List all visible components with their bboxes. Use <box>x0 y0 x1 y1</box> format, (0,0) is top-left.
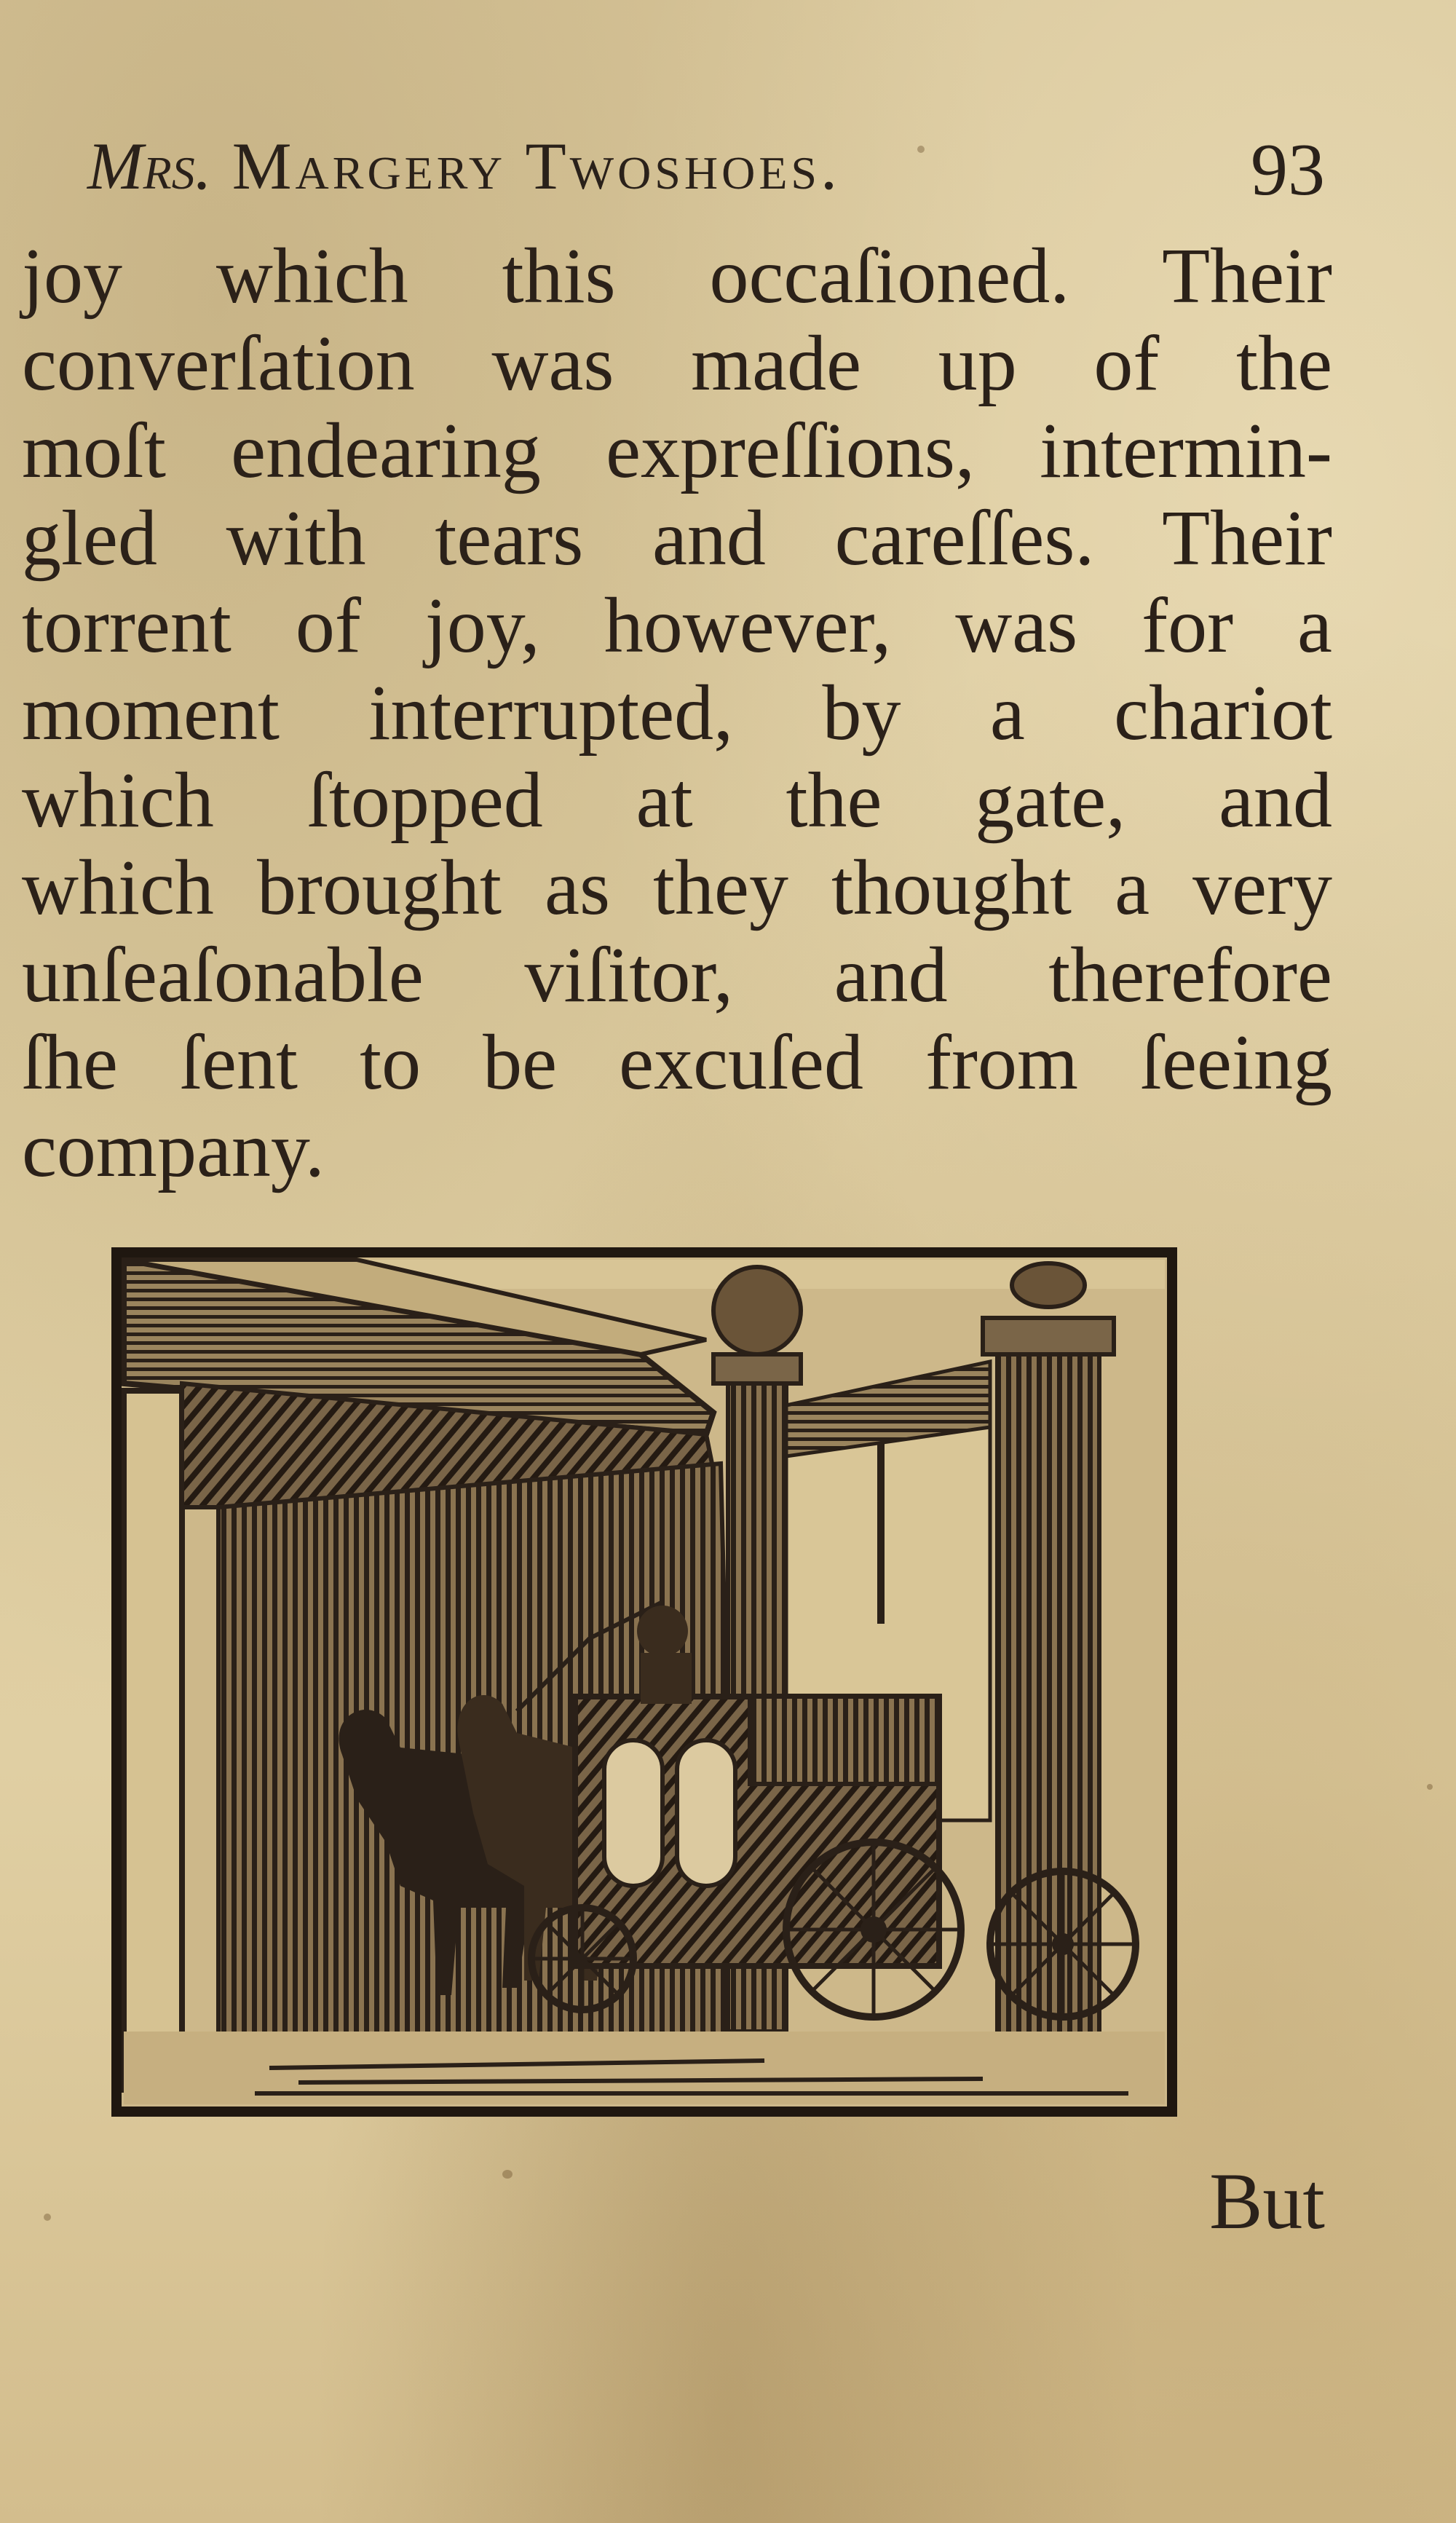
running-head <box>87 120 1325 222</box>
page-number: 93 <box>1251 129 1325 211</box>
pier-ball-finial <box>713 1267 801 1354</box>
chariot-window <box>604 1740 662 1886</box>
pier-urn-finial <box>1012 1263 1085 1307</box>
gate-pier-right <box>997 1347 1099 2039</box>
foxing-spot <box>502 2170 513 2179</box>
text-line: which brought as they thought a very <box>22 845 1332 931</box>
text-line: joy which this occaſioned. Their <box>22 233 1332 320</box>
foxing-spot <box>1427 1784 1433 1790</box>
text-line: company. <box>22 1107 325 1193</box>
text-line: torrent of joy, however, was for a <box>22 583 1332 669</box>
catchword: But <box>1209 2157 1325 2246</box>
running-head-name: Margery Twoshoes. <box>232 129 842 203</box>
text-line: moſt endearing expreſſions, intermin- <box>22 408 1332 494</box>
text-line: unſeaſonable viſitor, and therefore <box>22 932 1332 1019</box>
running-head-title <box>87 127 841 205</box>
text-line: gled with tears and careſſes. Their <box>22 495 1332 582</box>
text-line: moment interrupted, by a chariot <box>22 670 1332 757</box>
text-line: which ſtopped at the gate, and <box>22 757 1332 844</box>
running-head-prefix: Mrs. <box>87 129 212 203</box>
chariot-window <box>677 1740 735 1886</box>
foxing-spot <box>44 2214 51 2221</box>
text-line: ſhe ſent to be excuſed from ſeeing <box>22 1019 1332 1106</box>
left-gate-pillar <box>124 1391 182 2090</box>
woodcut-illustration <box>109 1245 1179 2119</box>
text-line: converſation was made up of the <box>22 320 1332 407</box>
coach-driver <box>637 1606 688 1657</box>
body-text <box>22 233 1332 1194</box>
